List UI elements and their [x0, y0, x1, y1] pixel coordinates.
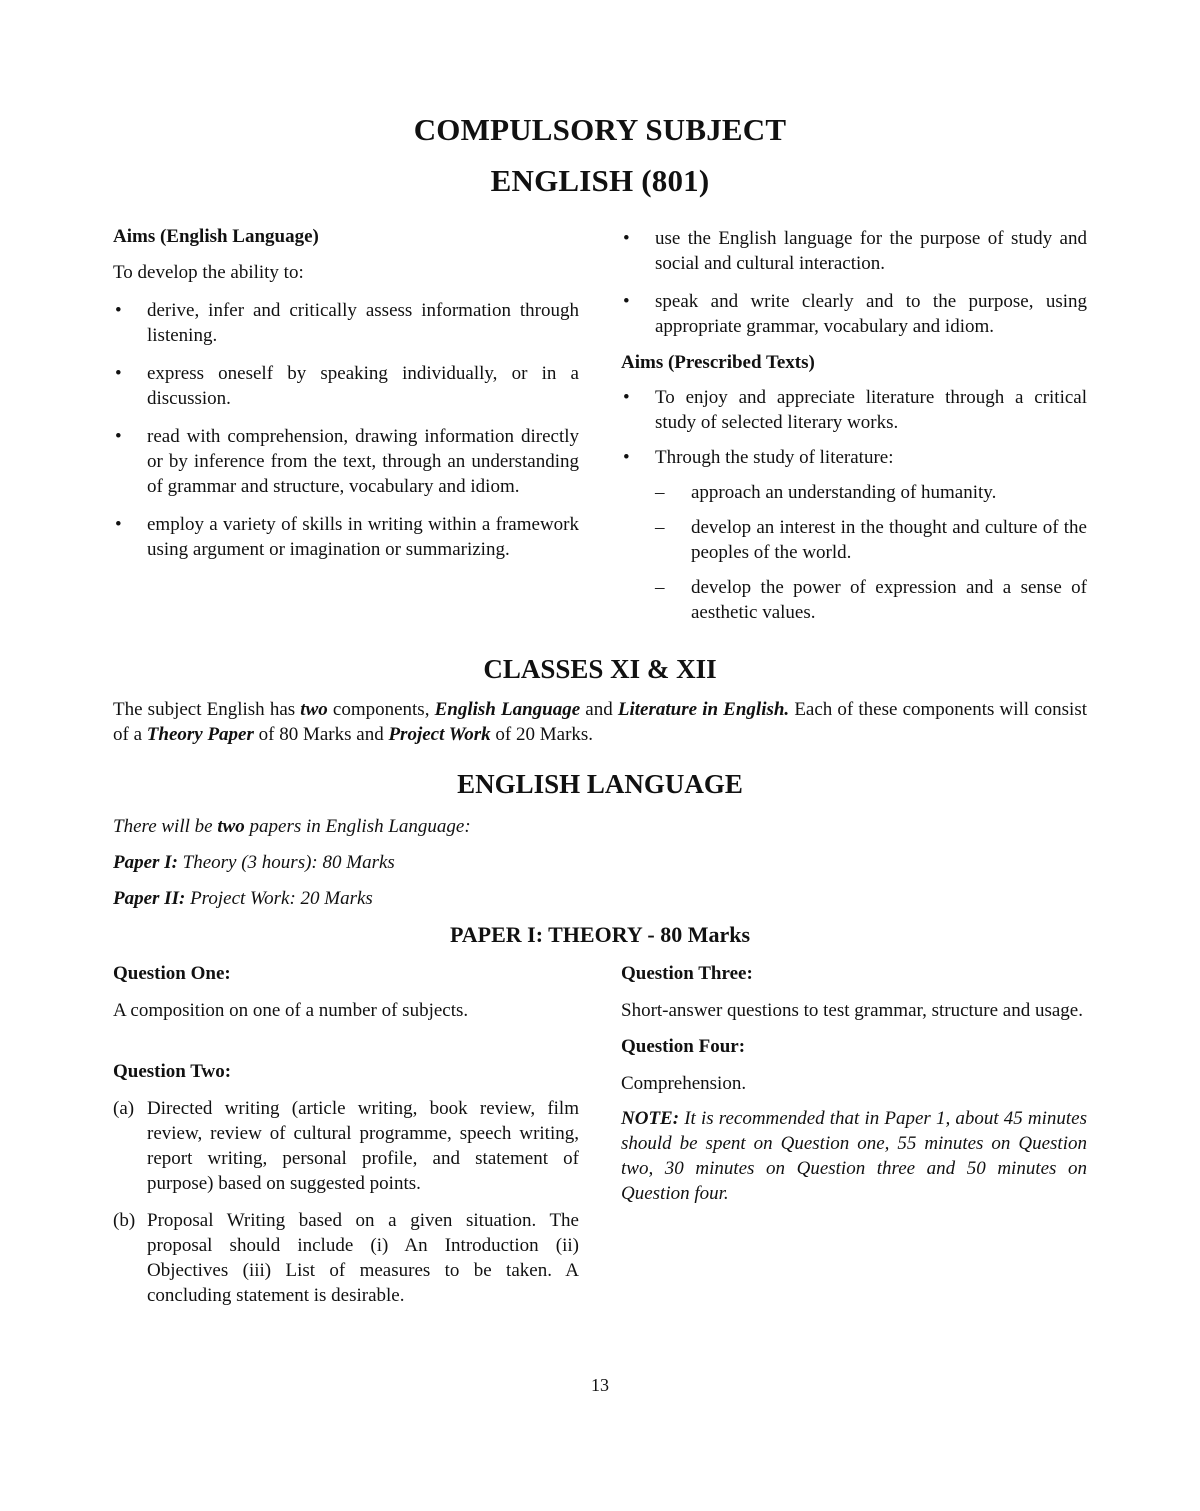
question-four-heading: Question Four: [621, 1036, 746, 1057]
aims-language-intro: To develop the ability to: [113, 262, 304, 283]
item-label: (b) [113, 1210, 136, 1231]
bullet-text: use the English language for the purpose of study and social and cultural interaction. [655, 228, 1087, 274]
bullet-icon: • [623, 228, 630, 249]
papers-intro-text: There will be [113, 816, 218, 837]
questions-left-column [113, 961, 579, 1308]
bullet-icon: • [115, 514, 122, 535]
classes-text: of 20 Marks. [490, 724, 594, 745]
classes-heading: CLASSES XI & XII [483, 654, 717, 684]
emphasis-theory-paper: Theory Paper [146, 724, 254, 745]
sub-item-text: approach an understanding of humanity. [691, 482, 997, 503]
list-item [621, 289, 1087, 339]
list-item [113, 1096, 579, 1196]
bullet-text: derive, infer and critically assess information through listening. [147, 300, 579, 346]
classes-text: The subject English has [113, 699, 301, 720]
bullet-text: To enjoy and appreciate literature through a critical study of selected literary works. [655, 387, 1087, 433]
question-two-heading: Question Two: [113, 1061, 232, 1082]
list-item [113, 361, 579, 411]
note-paragraph [621, 1106, 1087, 1206]
emphasis-project-work: Project Work [388, 724, 491, 745]
classes-text: of 80 Marks and [253, 724, 389, 745]
item-label: (a) [113, 1098, 135, 1119]
question-four-text: Comprehension. [621, 1073, 747, 1094]
paper-one-text: Theory (3 hours): 80 Marks [177, 852, 395, 873]
title-compulsory-subject: COMPULSORY SUBJECT [413, 112, 787, 147]
emphasis-literature-in-english: Literature in English. [617, 699, 790, 720]
classes-paragraph [113, 697, 1087, 747]
item-text: Directed writing (article writing, book review, film review, review of cultural programme, speech writing, report writing, personal profile, and statement of purpose) based on suggested points. [147, 1098, 579, 1194]
page-number: 13 [591, 1375, 609, 1395]
classes-text: and [580, 699, 618, 720]
papers-intro-text: papers in English Language: [244, 816, 471, 837]
papers-intro [113, 814, 1087, 839]
aims-language-heading: Aims (English Language) [113, 226, 319, 247]
aims-language-column [113, 224, 579, 562]
list-item [621, 575, 1087, 625]
classes-text: Each of these components will consist of a [113, 699, 1087, 745]
bullet-text: express oneself by speaking individually, or in a discussion. [147, 363, 579, 409]
note-text: It is recommended that in Paper 1, about 45 minutes should be spent on Question one, 55 minutes on Question two, 30 minutes on Question three and 50 minutes on Question four. [621, 1108, 1087, 1204]
list-item [621, 480, 1087, 505]
list-item [113, 1208, 579, 1308]
bullet-icon: • [623, 447, 630, 468]
list-item [113, 424, 579, 499]
note-label: NOTE: [621, 1108, 680, 1129]
bullet-icon: • [115, 363, 122, 384]
dash-icon: – [655, 482, 665, 503]
list-item [113, 512, 579, 562]
list-item [621, 445, 1087, 470]
aims-texts-column [621, 226, 1087, 625]
bullet-icon: • [623, 291, 630, 312]
question-three-heading: Question Three: [621, 963, 753, 984]
questions-right-column [621, 961, 1087, 1206]
aims-texts-heading: Aims (Prescribed Texts) [621, 352, 815, 373]
title-english-801: ENGLISH (801) [490, 163, 710, 198]
question-one-heading: Question One: [113, 963, 231, 984]
bullet-text: speak and write clearly and to the purpose, using appropriate grammar, vocabulary and idiom. [655, 291, 1087, 337]
question-one-text: A composition on one of a number of subjects. [113, 1000, 469, 1021]
dash-icon: – [655, 577, 665, 598]
paper-one-heading: PAPER I: THEORY - 80 Marks [449, 922, 751, 947]
item-text: Proposal Writing based on a given situation. The proposal should include (i) An Introduction (ii) Objectives (iii) List of measures to be taken. A concluding statement is desirable. [147, 1210, 579, 1306]
paper-two-line [113, 886, 1087, 911]
sub-item-text: develop the power of expression and a sense of aesthetic values. [691, 577, 1087, 623]
bullet-text: employ a variety of skills in writing within a framework using argument or imagination or summarizing. [147, 514, 579, 560]
bullet-icon: • [115, 426, 122, 447]
bullet-icon: • [115, 300, 122, 321]
classes-text: components, [327, 699, 435, 720]
bullet-icon: • [623, 387, 630, 408]
emphasis-english-language: English Language [434, 699, 581, 720]
paper-two-text: Project Work: 20 Marks [185, 888, 373, 909]
emphasis-two: two [300, 699, 328, 720]
emphasis-two: two [217, 816, 245, 837]
list-item [621, 515, 1087, 565]
sub-item-text: develop an interest in the thought and culture of the peoples of the world. [691, 517, 1087, 563]
list-item [113, 298, 579, 348]
english-language-heading: ENGLISH LANGUAGE [457, 769, 743, 799]
bullet-text: read with comprehension, drawing information directly or by inference from the text, through an understanding of grammar and structure, vocabulary and idiom. [147, 426, 579, 497]
paper-one-label: Paper I: [113, 852, 178, 873]
question-three-text: Short-answer questions to test grammar, structure and usage. [621, 1000, 1083, 1021]
list-item [621, 226, 1087, 276]
dash-icon: – [655, 517, 665, 538]
bullet-text: Through the study of literature: [655, 447, 894, 468]
paper-two-label: Paper II: [113, 888, 186, 909]
paper-one-line [113, 850, 1087, 875]
list-item [621, 385, 1087, 435]
